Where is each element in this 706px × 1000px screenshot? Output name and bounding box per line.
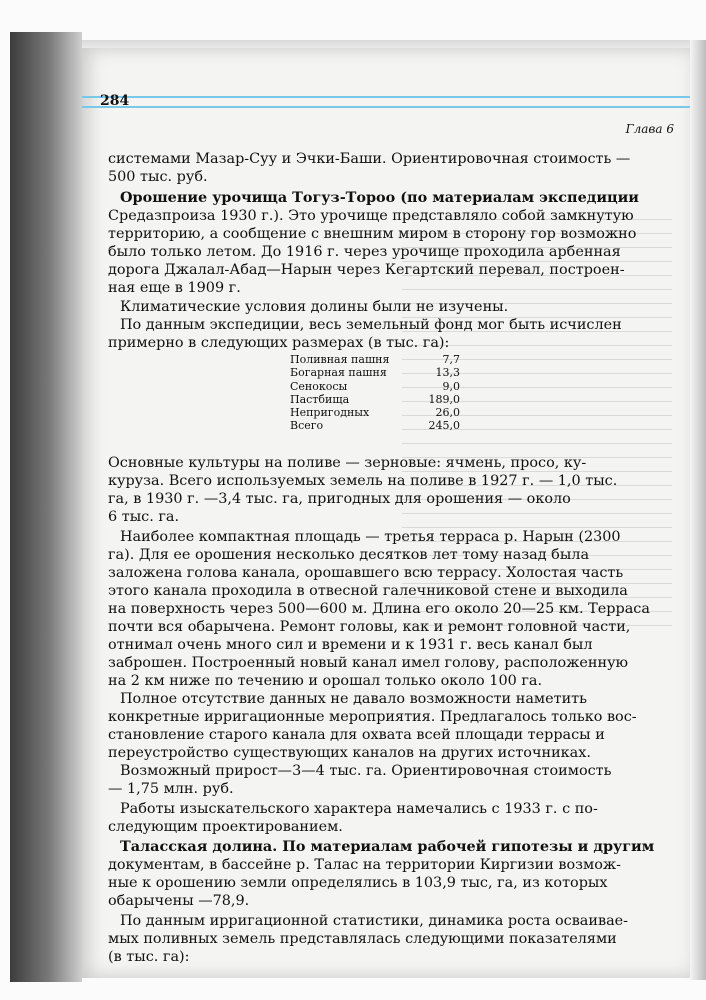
header-rule-top [82,96,690,98]
header-rule-bottom [82,106,690,108]
section-heading: Таласская долина. По материалам рабочей гипотезы и другим [120,838,655,855]
text-line: документам, в бассейне р. Талас на территории Киргизии возмож- [108,857,621,873]
land-fund-table [290,353,460,433]
text-line: Средазпроиза 1930 г.). Это урочище представляло собой замкнутую [108,208,634,224]
section-heading: Орошение урочища Тогуз-Тороо (по материалам экспедиции [120,189,639,206]
text-line: Наиболее компактная площадь — третья терраса р. Нарын (2300 [120,529,621,545]
text-line: 500 тыс. руб. [108,169,208,185]
text-line: — 1,75 млн. руб. [108,781,234,797]
text-line: мых поливных земель представлялась следующими показателями [108,931,617,947]
text-line: куруза. Всего используемых земель на поливе в 1927 г. — 1,0 тыс. [108,473,618,489]
book-spine-edge [10,32,82,982]
text-line: почти вся обарычена. Ремонт головы, как и ремонт головной части, [108,619,631,635]
text-line: переустройство существующих каналов на других источниках. [108,745,591,761]
text-line: га). Для ее орошения несколько десятков лет тому назад была [108,547,590,563]
page-number: 284 [100,93,130,109]
table-row: Поливная пашня 7,7 [290,353,460,366]
text-line: на 2 км ниже по течению и орошал только около 100 га. [108,673,543,689]
text-line: га, в 1930 г. —3,4 тыс. га, пригодных для орошения — около [108,491,571,507]
text-line: отнимал очень много сил и времени и к 1931 г. весь канал был [108,637,593,653]
text-line: конкретные ирригационные мероприятия. Предлагалось только вос- [108,709,637,725]
chapter-title: Глава 6 [625,122,674,136]
text-line: следующим проектированием. [108,819,343,835]
text-line: было только летом. До 1916 г. через урочище проходила арбенная [108,244,621,260]
text-line: ная еще в 1909 г. [108,280,241,296]
text-line: на поверхность через 500—600 м. Длина его около 20—25 км. Терраса [108,601,650,617]
text-line: заброшен. Построенный новый канал имел голову, расположенную [108,655,629,671]
text-line: территорию, а сообщение с внешним миром в сторону гор возможно [108,226,637,242]
text-line: По данным ирригационной статистики, динамика роста осваивае- [120,913,629,929]
text-line: По данным экспедиции, весь земельный фонд мог быть исчислен [120,317,622,333]
table-row: Богарная пашня 13,3 [290,366,460,380]
text-line: этого канала проходила в отвесной галечниковой стене и выходила [108,583,628,599]
text-line: 6 тыс. га. [108,509,180,525]
text-line: Климатические условия долины были не изучены. [120,299,509,315]
text-line: дорога Джалал-Абад—Нарын через Кегартский перевал, построен- [108,262,625,278]
page-right-shadow [690,40,706,980]
table-row: Пастбища 189,0 [290,392,460,406]
text-line: примерно в следующих размерах (в тыс. га): [108,335,450,351]
text-line: заложена голова канала, орошавшего всю террасу. Холостая часть [108,565,624,581]
text-line: Основные культуры на поливе — зерновые: ячмень, просо, ку- [108,455,587,471]
text-line: Работы изыскательского характера намечались с 1933 г. с по- [120,801,598,817]
text-line: ные к орошению земли определялись в 103,9 тыс, га, из которых [108,875,608,891]
table-row: Всего 245,0 [290,419,460,433]
text-line: обарычены —78,9. [108,893,250,909]
table-row: Непригодных 26,0 [290,406,460,420]
text-line: Полное отсутствие данных не давало возможности наметить [120,691,587,707]
text-line: системами Мазар-Суу и Эчки-Баши. Ориентировочная стоимость — [108,151,631,167]
text-line: (в тыс. га): [108,949,190,965]
text-line: Возможный прирост—3—4 тыс. га. Ориентировочная стоимость [120,763,612,779]
table-row: Сенокосы 9,0 [290,379,460,393]
text-line: становление старого канала для охвата всей площади террасы и [108,727,605,743]
